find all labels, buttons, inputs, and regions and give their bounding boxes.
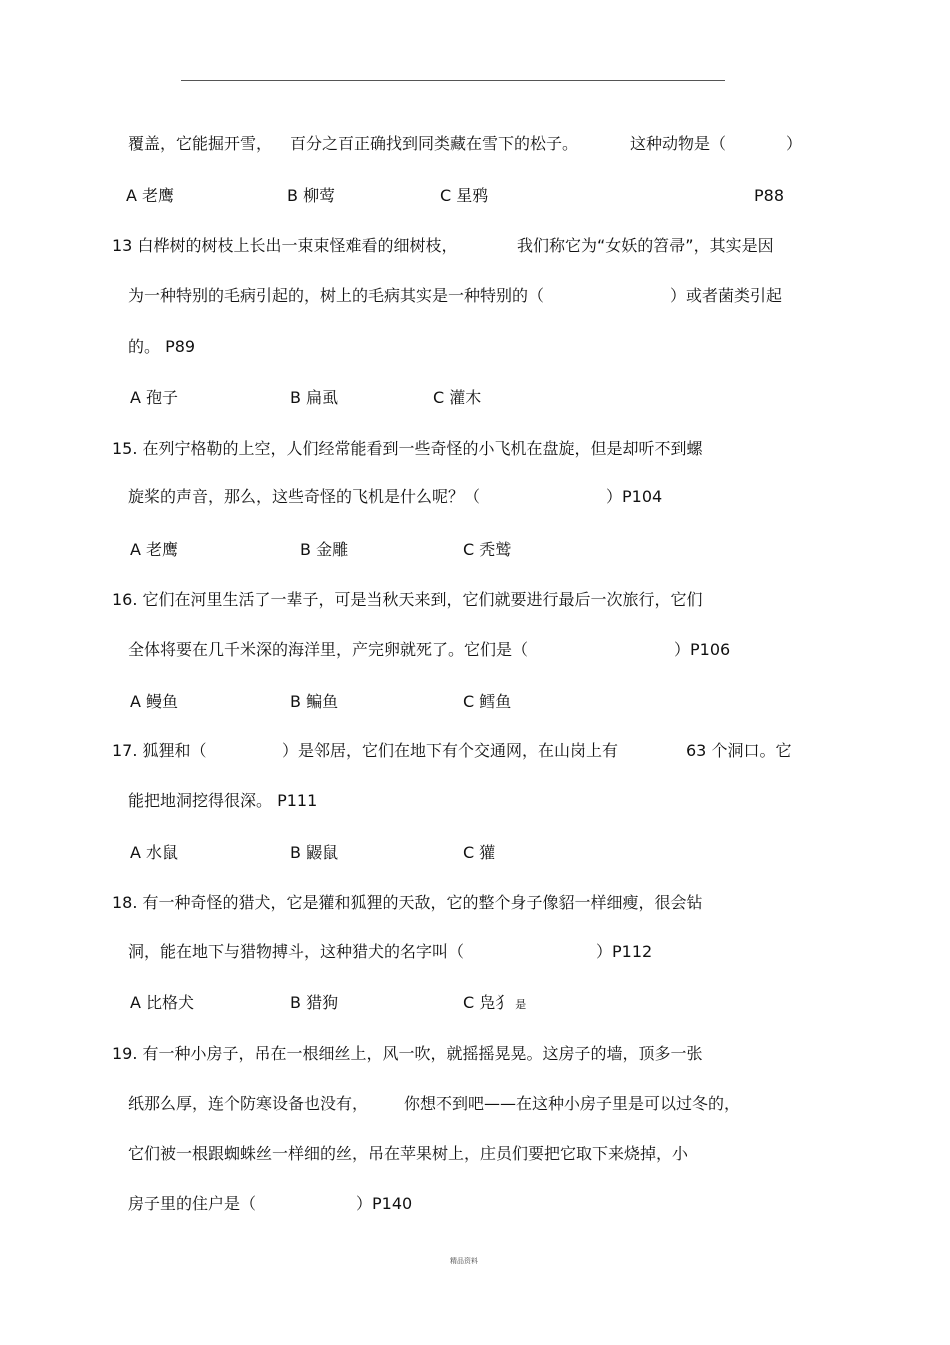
q12-option-c[interactable]: C 星鸦 <box>440 186 489 205</box>
page-footer: 精品资料 <box>450 1257 478 1265</box>
q12-line1a: 覆盖，它能掘开雪， <box>128 134 273 153</box>
q18-option-c-label: C 凫犭 <box>463 993 512 1012</box>
q13-line1b: 我们称它为“女妖的笤帚”，其实是因 <box>517 236 774 255</box>
q17-line2: 能把地洞挖得很深。 P111 <box>128 791 318 810</box>
q17-line1c: 63 个洞口。它 <box>686 741 792 760</box>
q18-option-c[interactable] <box>463 993 526 1015</box>
q13-line3: 的。 P89 <box>128 337 196 356</box>
q17-option-c[interactable]: C 獾 <box>463 843 496 862</box>
q16-line1: 16. 它们在河里生活了一辈子，可是当秋天来到，它们就要进行最后一次旅行，它们 <box>112 590 703 609</box>
q19-line2a: 纸那么厚，连个防寒设备也没有， <box>128 1094 369 1113</box>
q12-line1b: 百分之百正确找到同类藏在雪下的松子。 <box>290 134 579 153</box>
q19-line4b: ）P140 <box>356 1194 413 1213</box>
q13-option-a[interactable]: A 孢子 <box>130 388 179 407</box>
q18-line2b: ）P112 <box>596 942 653 961</box>
q12-line1c: 这种动物是（ <box>630 134 727 153</box>
q15-option-a[interactable]: A 老鹰 <box>130 540 179 559</box>
q12-page-ref: P88 <box>754 186 785 205</box>
q18-option-a[interactable]: A 比格犬 <box>130 993 195 1012</box>
q13-option-b[interactable]: B 扁虱 <box>290 388 339 407</box>
q16-option-b[interactable]: B 鳊鱼 <box>290 692 339 711</box>
q15-line2a: 旋桨的声音，那么，这些奇怪的飞机是什么呢？（ <box>128 487 481 506</box>
q19-line2b: 你想不到吧——在这种小房子里是可以过冬的， <box>404 1094 741 1113</box>
q18-option-c-suffix: 是 <box>515 998 527 1011</box>
q15-option-c[interactable]: C 秃鹫 <box>463 540 512 559</box>
q17-line1b: ）是邻居，它们在地下有个交通网，在山岗上有 <box>282 741 619 760</box>
q15-line2b: ）P104 <box>606 487 663 506</box>
q15-option-b[interactable]: B 金雕 <box>300 540 349 559</box>
q18-option-b[interactable]: B 猎狗 <box>290 993 339 1012</box>
q16-line2b: ）P106 <box>674 640 731 659</box>
q16-option-a[interactable]: A 鳗鱼 <box>130 692 179 711</box>
q15-line1: 15. 在列宁格勒的上空，人们经常能看到一些奇怪的小飞机在盘旋，但是却听不到螺 <box>112 439 703 458</box>
q16-line2a: 全体将要在几千米深的海洋里，产完卵就死了。它们是（ <box>128 640 529 659</box>
q19-line3: 它们被一根跟蜘蛛丝一样细的丝，吊在苹果树上，庄员们要把它取下来烧掉，小 <box>128 1144 689 1163</box>
q13-option-c[interactable]: C 灌木 <box>433 388 482 407</box>
q13-line2a: 为一种特别的毛病引起的，树上的毛病其实是一种特别的（ <box>128 286 545 305</box>
q12-line1d: ） <box>786 134 803 153</box>
q18-line2a: 洞，能在地下与猎物搏斗，这种猎犬的名字叫（ <box>128 942 465 961</box>
q12-option-a[interactable]: A 老鹰 <box>126 186 175 205</box>
q16-option-c[interactable]: C 鳕鱼 <box>463 692 512 711</box>
q13-line1a: 13 白桦树的树枝上长出一束束怪难看的细树枝， <box>112 236 458 255</box>
q19-line4a: 房子里的住户是（ <box>128 1194 257 1213</box>
q19-line1: 19. 有一种小房子，吊在一根细丝上，风一吹，就摇摇晃晃。这房子的墙，顶多一张 <box>112 1044 703 1063</box>
q13-line2b: ）或者菌类引起 <box>670 286 783 305</box>
q17-option-b[interactable]: B 鼹鼠 <box>290 843 339 862</box>
header-rule <box>181 80 725 81</box>
q17-option-a[interactable]: A 水鼠 <box>130 843 179 862</box>
q17-line1a: 17. 狐狸和（ <box>112 741 207 760</box>
q12-option-b[interactable]: B 柳莺 <box>287 186 336 205</box>
q18-line1: 18. 有一种奇怪的猎犬，它是獾和狐狸的天敌，它的整个身子像貂一样细瘦，很会钻 <box>112 893 703 912</box>
